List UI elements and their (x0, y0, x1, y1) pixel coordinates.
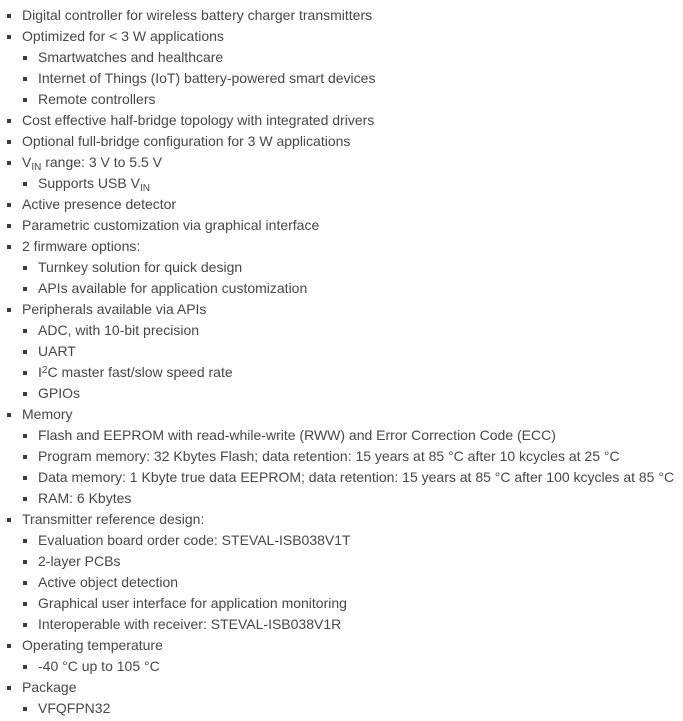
list-item (38, 68, 683, 89)
sub-list (22, 530, 683, 635)
list-item-text (38, 280, 307, 296)
text-segment: 2-layer PCBs (38, 553, 121, 569)
list-item-text (22, 406, 73, 422)
list-item-text (38, 385, 80, 401)
list-item (38, 278, 683, 299)
list-item (22, 509, 683, 635)
superscript-text: 2 (41, 365, 48, 376)
list-item (22, 677, 683, 719)
list-item (38, 488, 683, 509)
list-item-text (38, 427, 556, 443)
text-segment: Peripherals available via APIs (22, 301, 207, 317)
list-item (38, 362, 683, 383)
list-item-text (38, 364, 233, 380)
list-item (22, 236, 683, 299)
list-item (38, 572, 683, 593)
list-item-text (38, 700, 110, 716)
list-item (38, 530, 683, 551)
list-item (22, 635, 683, 677)
text-segment: Digital controller for wireless battery charger transmitters (22, 7, 373, 23)
text-segment: Supports USB V (38, 175, 140, 191)
list-item-text (38, 448, 620, 464)
list-item-text (38, 91, 156, 107)
sub-list (22, 425, 683, 509)
list-item (22, 194, 683, 215)
text-segment: V (22, 154, 32, 170)
sub-list (22, 656, 683, 677)
list-item-text (38, 616, 341, 632)
list-item (38, 446, 683, 467)
list-item (38, 551, 683, 572)
list-item (22, 131, 683, 152)
text-segment: Transmitter reference design: (22, 511, 205, 527)
text-segment: -40 °C up to 105 °C (38, 658, 160, 674)
text-segment: Memory (22, 406, 73, 422)
list-item-text (22, 301, 206, 317)
list-item (22, 215, 683, 236)
sub-list (22, 173, 683, 194)
list-item (38, 257, 683, 278)
list-item-text (22, 511, 204, 527)
list-item-text (38, 532, 351, 548)
list-item (38, 593, 683, 614)
sub-list (22, 257, 683, 299)
text-segment: Cost effective half-bridge topology with integrated drivers (22, 112, 375, 128)
list-item (38, 341, 683, 362)
list-item (38, 467, 683, 488)
text-segment: Program memory: 32 Kbytes Flash; data retention: 15 years at 85 °C after 10 kcycles at 25 °C (38, 448, 620, 464)
list-item-text (38, 322, 199, 338)
feature-list (0, 5, 683, 719)
list-item-text (22, 154, 162, 173)
text-segment: C master fast/slow speed rate (47, 364, 233, 380)
text-segment: Smartwatches and healthcare (38, 49, 224, 65)
subscript-text: IN (139, 183, 150, 194)
list-item-text (38, 595, 347, 611)
list-item-text (38, 70, 375, 86)
text-segment: Remote controllers (38, 91, 156, 107)
list-item (38, 614, 683, 635)
list-item-text (22, 196, 176, 212)
list-item-text (38, 49, 223, 65)
text-segment: ADC, with 10-bit precision (38, 322, 200, 338)
list-item (22, 110, 683, 131)
list-item-text (22, 637, 163, 653)
list-item (38, 173, 683, 194)
list-item-text (22, 112, 374, 128)
list-item (38, 698, 683, 719)
list-item (22, 152, 683, 194)
text-segment: I (38, 364, 42, 380)
list-item-text (38, 553, 120, 569)
subscript-text: IN (31, 162, 42, 173)
list-item-text (38, 574, 178, 590)
text-segment: VFQFPN32 (38, 700, 111, 716)
list-item-text (38, 658, 160, 674)
list-item-text (22, 133, 350, 149)
list-item (22, 5, 683, 26)
text-segment: Data memory: 1 Kbyte true data EEPROM; data retention: 15 years at 85 °C after 100 kcycles at 85 °C (38, 469, 675, 485)
text-segment: range: 3 V to 5.5 V (41, 154, 162, 170)
list-item-text (22, 217, 319, 233)
text-segment: Optimized for < 3 W applications (22, 28, 224, 44)
list-item (38, 89, 683, 110)
sub-list (22, 320, 683, 404)
text-segment: Flash and EEPROM with read-while-write (RWW) and Error Correction Code (ECC) (38, 427, 556, 443)
list-item (38, 47, 683, 68)
list-item-text (22, 28, 224, 44)
text-segment: Active presence detector (22, 196, 177, 212)
text-segment: Active object detection (38, 574, 179, 590)
text-segment: Evaluation board order code: STEVAL-ISB038V1T (38, 532, 351, 548)
text-segment: RAM: 6 Kbytes (38, 490, 132, 506)
text-segment: GPIOs (38, 385, 81, 401)
list-item-text (38, 259, 242, 275)
sub-list (22, 698, 683, 719)
list-item (38, 425, 683, 446)
list-item-text (38, 469, 674, 485)
list-item-text (22, 238, 140, 254)
text-segment: Parametric customization via graphical interface (22, 217, 320, 233)
list-item (22, 26, 683, 110)
text-segment: UART (38, 343, 76, 359)
text-segment: Interoperable with receiver: STEVAL-ISB038V1R (38, 616, 342, 632)
text-segment: Turnkey solution for quick design (38, 259, 243, 275)
list-item (38, 320, 683, 341)
text-segment: Internet of Things (IoT) battery-powered smart devices (38, 70, 376, 86)
text-segment: Package (22, 679, 77, 695)
text-segment: APIs available for application customization (38, 280, 308, 296)
list-item-text (38, 343, 76, 359)
text-segment: Operating temperature (22, 637, 163, 653)
list-item-text (22, 679, 76, 695)
list-item (22, 404, 683, 509)
list-item-text (38, 175, 150, 194)
text-segment: 2 firmware options: (22, 238, 141, 254)
list-item-text (38, 490, 131, 506)
list-item-text (22, 7, 372, 23)
list-item (38, 656, 683, 677)
list-item (22, 299, 683, 404)
list-item (38, 383, 683, 404)
text-segment: Graphical user interface for application monitoring (38, 595, 347, 611)
text-segment: Optional full-bridge configuration for 3 W applications (22, 133, 351, 149)
sub-list (22, 47, 683, 110)
